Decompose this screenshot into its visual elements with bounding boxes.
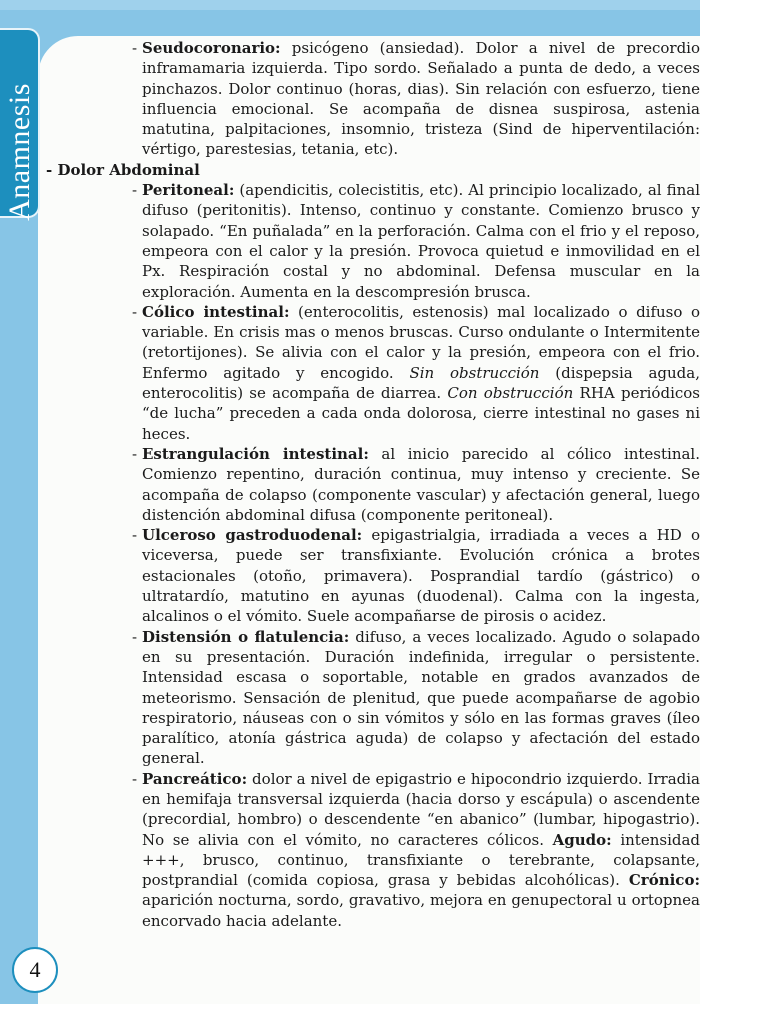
entry-text: al inicio parecido al cólico intestinal. Comienzo repentino, duración continua, muy intenso y creciente. Se acompaña de colapso (componente vascular) y afectación general, luego distención abdominal difusa (componente peritoneal).	[142, 444, 700, 524]
entry-title: Peritoneal:	[142, 181, 235, 200]
entry-text: difuso, a veces localizado. Agudo o solapado en su presentación. Duración indefinida, irregular o persistente. Intensidad escasa o soportable, notable en grados avanzados de meteorismo. Sensación de plenitud, que puede acompañarse de agobio respiratorio, náuseas con o sin vómitos y sólo en las formas graves (íleo paralítico, atonía gástrica aguda) de colapso y afectación del estado general.	[142, 627, 700, 768]
entry-text: (apendicitis, colecistitis, etc). Al principio localizado, al final difuso (peritonitis). Intenso, continuo y constante. Comienzo brusco y solapado. “En puñalada” en la perforación. Calma con el frio y el reposo, empeora con el calor y la presión. Provoca quietud e inmovilidad en el Px. Respiración costal y no abdominal. Defensa muscular en la exploración. Aumenta en la descompresión brusca.	[142, 181, 700, 301]
category-heading: - Dolor Abdominal	[46, 160, 200, 179]
entry-title: Ulceroso gastroduodenal:	[142, 526, 363, 545]
entry-subtitle: Crónico:	[628, 871, 700, 890]
entry-estrangulacion-intestinal: - Estrangulación intestinal: al inicio parecido al cólico intestinal. Comienzo repentino, duración continua, muy intenso y creciente. Se acompaña de colapso (componente vascular) y afectación general, luego distención abdominal difusa (componente peritoneal).	[132, 444, 700, 524]
entry-subtitle: Agudo:	[552, 830, 612, 849]
entry-pancreatico: - Pancreático: dolor a nivel de epigastrio e hipocondrio izquierdo. Irradia en hemifaja transversal izquierda (hacia dorso y escápula) o ascendente (precordial, hombro) o descendente “en abanico” (lumbar, hipogastrio). No se alivia con el vómito, no caracteres cólicos. Agudo: intensidad +++, brusco, continuo, transfixiante o terebrante, colapsante, postprandial (comida copiosa, grasa y bebidas alcohólicas). Crónico: aparición nocturna, sordo, gravativo, mejora en genupectoral u ortopnea encorvado hacia adelante.	[132, 769, 701, 930]
frame-top-band	[0, 0, 700, 10]
entry-text: psicógeno (ansiedad). Dolor a nivel de precordio inframamaria izquierda. Tipo sordo. Señalado a punta de dedo, a veces pinchazos. Dolor continuo (horas, dias). Sin relación con esfuerzo, tiene influencia emocional. Se acompaña de disnea suspirosa, astenia matutina, palpitaciones, insomnio, tristeza (Sind de hiperventilación: vértigo, parestesias, tetania, etc).	[142, 39, 700, 159]
category-title: Dolor Abdominal	[57, 160, 200, 179]
section-tab	[0, 28, 40, 221]
entry-peritoneal: - Peritoneal: (apendicitis, colecistitis, etc). Al principio localizado, al final difuso (peritonitis). Intenso, continuo y constante. Comienzo brusco y solapado. “En puñalada” en la perforación. Calma con el frio y el reposo, empeora con el calor y la presión. Provoca quietud e inmovilidad en el Px. Respiración costal y no abdominal. Defensa muscular en la exploración. Aumenta en la descompresión brusca.	[132, 181, 700, 301]
entry-text: dolor a nivel de epigastrio e hipocondrio izquierdo. Irradia en hemifaja transversal izquierda (hacia dorso y escápula) o ascendente (precordial, hombro) o descendente “en abanico” (lumbar, hipogastrio). No se alivia con el vómito, no caracteres cólicos.	[142, 769, 700, 849]
entry-text: (dispepsia aguda, enterocolitis) se acompaña de diarrea.	[142, 363, 700, 403]
entry-title: Estrangulación intestinal:	[142, 444, 369, 463]
entry-italic: Sin obstrucción	[409, 363, 540, 382]
entry-text: intensidad +++, brusco, continuo, transfixiante o terebrante, colapsante, postprandial (comida copiosa, grasa y bebidas alcohólicas).	[142, 830, 701, 890]
entry-text: RHA periódicos “de lucha” preceden a cada onda dolorosa, cierre intestinal no gases ni heces.	[142, 384, 700, 443]
entry-text: aparición nocturna, sordo, gravativo, mejora en genupectoral u ortopnea encorvado hacia adelante.	[142, 891, 700, 930]
section-tab-label: Anamnesis	[3, 83, 36, 221]
entry-distension-flatulencia: - Distensión o flatulencia: difuso, a veces localizado. Agudo o solapado en su presentación. Duración indefinida, irregular o persistente. Intensidad escasa o soportable, notable en grados avanzados de meteorismo. Sensación de plenitud, que puede acompañarse de agobio respiratorio, náuseas con o sin vómitos y sólo en las formas graves (íleo paralítico, atonía gástrica aguda) de colapso y afectación del estado general.	[132, 627, 700, 768]
entry-title: Seudocoronario:	[142, 39, 281, 57]
entry-seudocoronario: - Seudocoronario: psicógeno (ansiedad). Dolor a nivel de precordio inframamaria izquierda. Tipo sordo. Señalado a punta de dedo, a veces pinchazos. Dolor continuo (horas, dias). Sin relación con esfuerzo, tiene influencia emocional. Se acompaña de disnea suspirosa, astenia matutina, palpitaciones, insomnio, tristeza (Sind de hiperventilación: vértigo, parestesias, tetania, etc).	[132, 39, 700, 159]
page-text	[46, 38, 700, 931]
entry-ulceroso-gastroduodenal: - Ulceroso gastroduodenal: epigastrialgia, irradiada a veces a HD o viceversa, puede ser transfixiante. Evolución crónica a brotes estacionales (otoño, primavera). Posprandial tardío (gástrico) o ultratardío, matutino en ayunas (duodenal). Calma con la ingesta, alcalinos o el vómito. Suele acompañarse de pirosis o acidez.	[132, 526, 700, 626]
entry-title: Distensión o flatulencia:	[142, 627, 350, 646]
page-margin	[700, 0, 768, 1024]
entry-title: Pancreático:	[142, 769, 248, 788]
entry-text: (enterocolitis, estenosis) mal localizado o difuso o variable. En crisis mas o menos bruscas. Curso ondulante o Intermitente (retortijones). Se alivia con el calor y la presión, empeora con el frio. Enfermo agitado y encogido.	[142, 302, 700, 382]
entry-colico-intestinal: - Cólico intestinal: (enterocolitis, estenosis) mal localizado o difuso o variable. En crisis mas o menos bruscas. Curso ondulante o Intermitente (retortijones). Se alivia con el calor y la presión, empeora con el frio. Enfermo agitado y encogido. Sin obstrucción (dispepsia aguda, enterocolitis) se acompaña de diarrea. Con obstrucción RHA periódicos “de lucha” preceden a cada onda dolorosa, cierre intestinal no gases ni heces.	[132, 302, 700, 443]
entry-text: epigastrialgia, irradiada a veces a HD o viceversa, puede ser transfixiante. Evolución crónica a brotes estacionales (otoño, primavera). Posprandial tardío (gástrico) o ultratardío, matutino en ayunas (duodenal). Calma con la ingesta, alcalinos o el vómito. Suele acompañarse de pirosis o acidez.	[142, 526, 700, 626]
entry-title: Cólico intestinal:	[142, 302, 290, 321]
page-number: 4	[12, 947, 58, 993]
entry-italic: Con obstrucción	[447, 384, 574, 403]
